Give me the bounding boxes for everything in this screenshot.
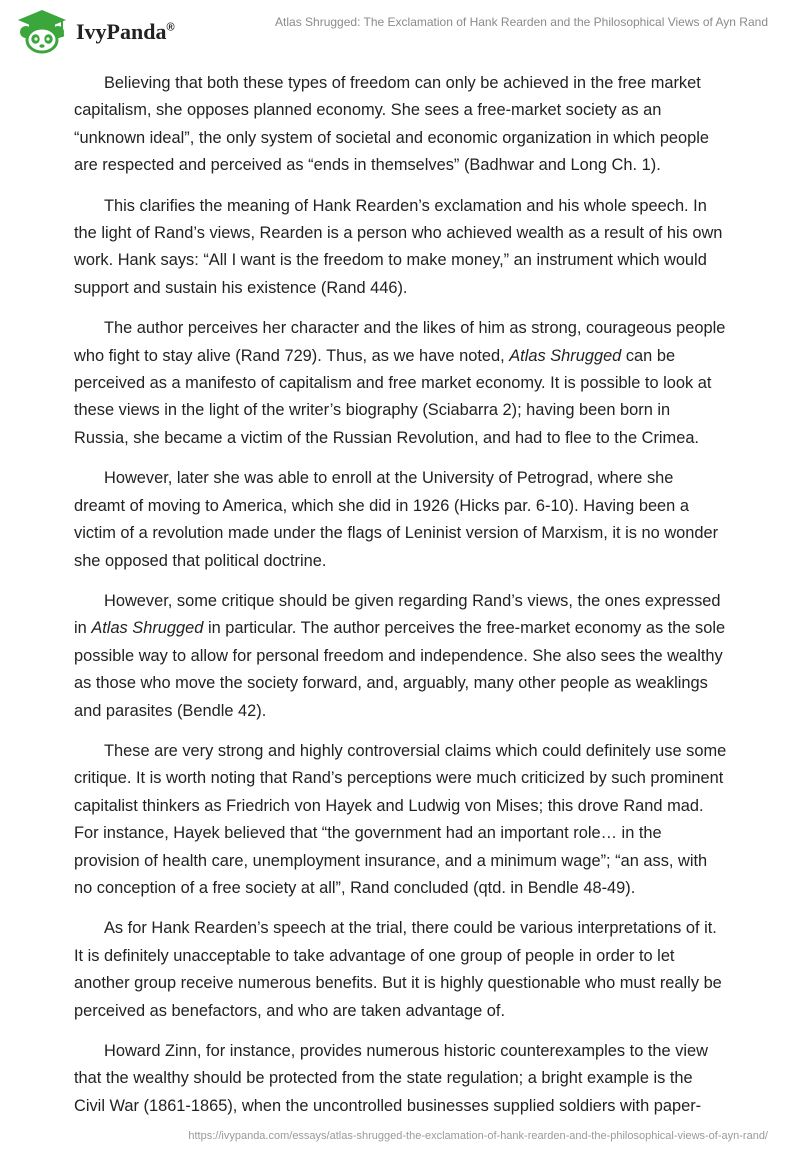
paragraph-text: can be perceived as a manifesto of capitalism and free market economy. It is possible to look at these views in the light of the writer’s biography (Sciabarra 2); having been born in Russia, she became a victim of the Russian Revolution, and had to flee to the Crimea. [74,346,712,447]
paragraph-text: The author perceives her character and the likes of him as strong, courageous people who fight to stay alive (Rand 729). Thus, as we have noted, [74,319,726,365]
paragraph-text: Howard Zinn, for instance, provides numerous historic counterexamples to the view that the wealthy should be protected from the state regulation; a bright example is the Civil War (1861-1865), when the uncontrolled businesses supplied soldiers with paper- [74,1042,709,1115]
brand-name: IvyPanda® [76,19,175,44]
source-url[interactable]: https://ivypanda.com/essays/atlas-shrugged-the-exclamation-of-hank-rearden-and-the-philosophical-views-of-ayn-rand/ [188,1130,768,1142]
paragraph-text: As for Hank Rearden’s speech at the trial, there could be various interpretations of it. It is definitely unacceptable to take advantage of one group of people in order to let another group receive numerous benefits. But it is highly questionable who must really be perceived as benefactors, and who are taken advantage of. [74,919,722,1020]
essay-paragraph [74,193,728,303]
paragraph-text: These are very strong and highly controversial claims which could definitely use some critique. It is worth noting that Rand’s perceptions were much criticized by such prominent capitalist thinkers as Friedrich von Hayek and Ludwig von Mises; this drove Rand mad. For instance, Hayek believed that “the government had an important role… in the provision of health care, unemployment insurance, and a minimum wage”; “an ass, with no conception of a free society at all”, Rand concluded (qtd. in Bendle 48-49). [74,741,727,897]
paragraph-text: Believing that both these types of freedom can only be achieved in the free market capitalism, she opposes planned economy. She sees a free-market society as an “unknown ideal”, the only system of societal and economic organization in which people are respected and perceived as “ends in themselves” (Badhwar and Long Ch. 1). [74,74,710,175]
essay-body [74,70,728,1133]
essay-paragraph [74,1038,728,1120]
essay-paragraph [74,738,728,902]
essay-paragraph [74,465,728,575]
paragraph-text: in particular. The author perceives the free-market economy as the sole possible way to allow for personal freedom and independence. She also sees the wealthy as those who move the society forward, and, arguably, many other people as weaklings and parasites (Bendle 42). [74,619,726,720]
essay-paragraph [74,915,728,1025]
book-title-italic: Atlas Shrugged [91,619,204,638]
essay-paragraph [74,588,728,725]
page-header [0,0,800,60]
paragraph-text: However, later she was able to enroll at the University of Petrograd, where she dreamt of moving to America, which she did in 1926 (Hicks par. 6-10). Having been a victim of a revolution made under the flags of Leninist version of Marxism, it is no wonder she opposed that political doctrine. [74,469,719,570]
essay-paragraph [74,70,728,180]
panda-graduation-icon [14,8,70,54]
essay-paragraph [74,315,728,452]
book-title-italic: Atlas Shrugged [509,346,622,365]
paragraph-text: However, some critique should be given regarding Rand’s views, the ones expressed in [74,591,721,638]
ivypanda-logo[interactable] [14,8,194,54]
document-title: Atlas Shrugged: The Exclamation of Hank Rearden and the Philosophical Views of Ayn Rand [275,15,768,29]
paragraph-text: This clarifies the meaning of Hank Rearden’s exclamation and his whole speech. In the light of Rand’s views, Rearden is a person who achieved wealth as a result of his own work. Hank says: “All I want is the freedom to make money,” an instrument which would support and sustain his existence (Rand 446). [74,196,723,297]
